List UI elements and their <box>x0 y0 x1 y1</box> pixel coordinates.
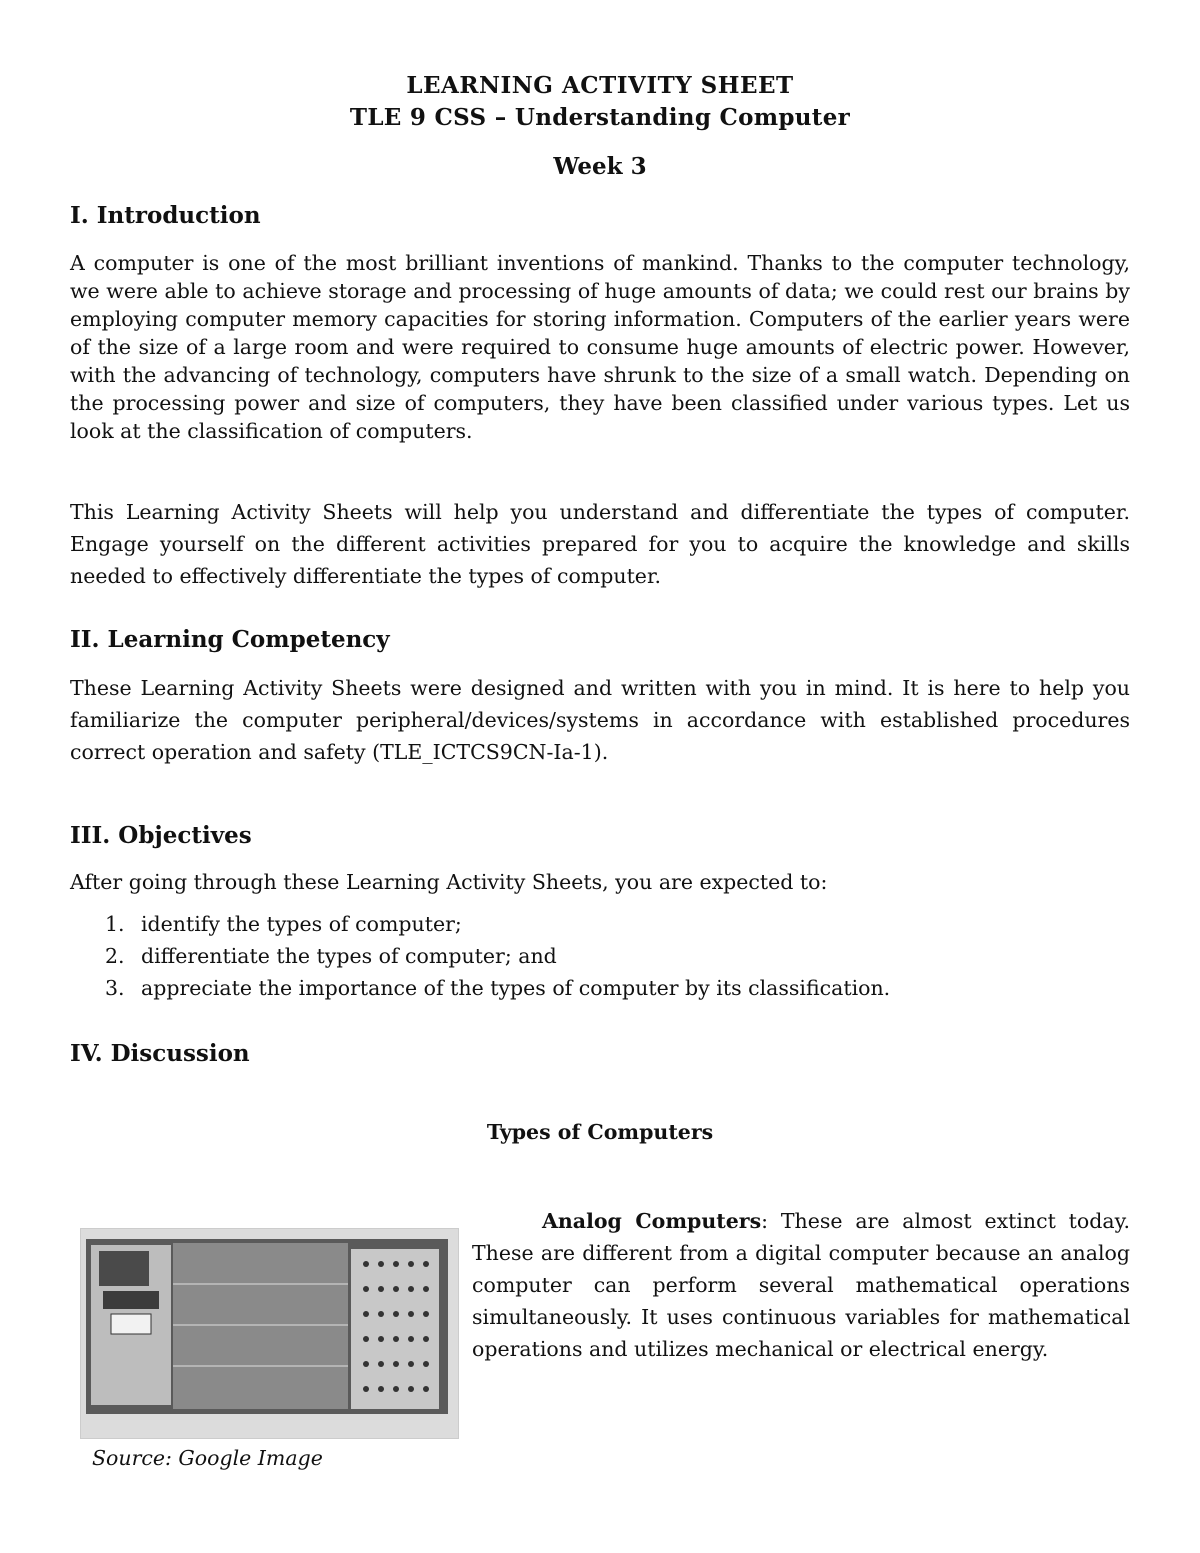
objectives-heading: III. Objectives <box>70 822 252 849</box>
competency-heading: II. Learning Competency <box>70 626 390 653</box>
objective-item: 3. appreciate the importance of the types of computer by its classification. <box>105 976 891 1000</box>
objective-item: 1. identify the types of computer; <box>105 912 462 936</box>
introduction-paragraph-1: A computer is one of the most brilliant inventions of mankind. Thanks to the computer technology, we were able to achieve storage and processing of huge amounts of data; we could rest our brains by employing computer memory capacities for storing information. Computers of the earlier years were of the size of a large room and were required to consume huge amounts of electric power. However, with the advancing of technology, computers have shrunk to the size of a small watch. Depending on the processing power and size of computers, they have been classified under various types. Let us look at the classification of computers. <box>70 251 1130 443</box>
sheet-subject: TLE 9 CSS – Understanding Computer <box>349 104 851 131</box>
introduction-paragraph-2: This Learning Activity Sheets will help you understand and differentiate the types of computer. Engage yourself on the different activities prepared for you to acquire the knowledge and skills needed to effectively differentiate the types of computer. <box>70 500 1130 588</box>
types-of-computers-title: Types of Computers <box>486 1120 714 1144</box>
image-caption: Source: Google Image <box>92 1446 323 1470</box>
analog-computers-term: Analog Computers <box>542 1209 762 1233</box>
objective-item: 2. differentiate the types of computer; and <box>105 944 557 968</box>
objectives-intro: After going through these Learning Activity Sheets, you are expected to: <box>70 870 828 894</box>
competency-paragraph: These Learning Activity Sheets were designed and written with you in mind. It is here to help you familiarize the computer peripheral/devices/systems in accordance with established procedures correct operation and safety (TLE_ICTCS9CN-Ia-1). <box>70 676 1130 764</box>
objectives-list <box>105 908 890 1004</box>
sheet-title: LEARNING ACTIVITY SHEET <box>406 72 794 99</box>
analog-computer-image <box>80 1228 459 1439</box>
sheet-week: Week 3 <box>553 153 647 180</box>
introduction-heading: I. Introduction <box>70 202 261 229</box>
analog-computers-text: : These are almost extinct today. These are different from a digital computer because an analog computer can perform several mathematical operations simultaneously. It uses continuous variables for mathematical operations and utilizes mechanical or electrical energy. <box>472 1209 1130 1361</box>
analog-computers-paragraph <box>472 1205 1130 1365</box>
discussion-heading: IV. Discussion <box>70 1040 250 1067</box>
